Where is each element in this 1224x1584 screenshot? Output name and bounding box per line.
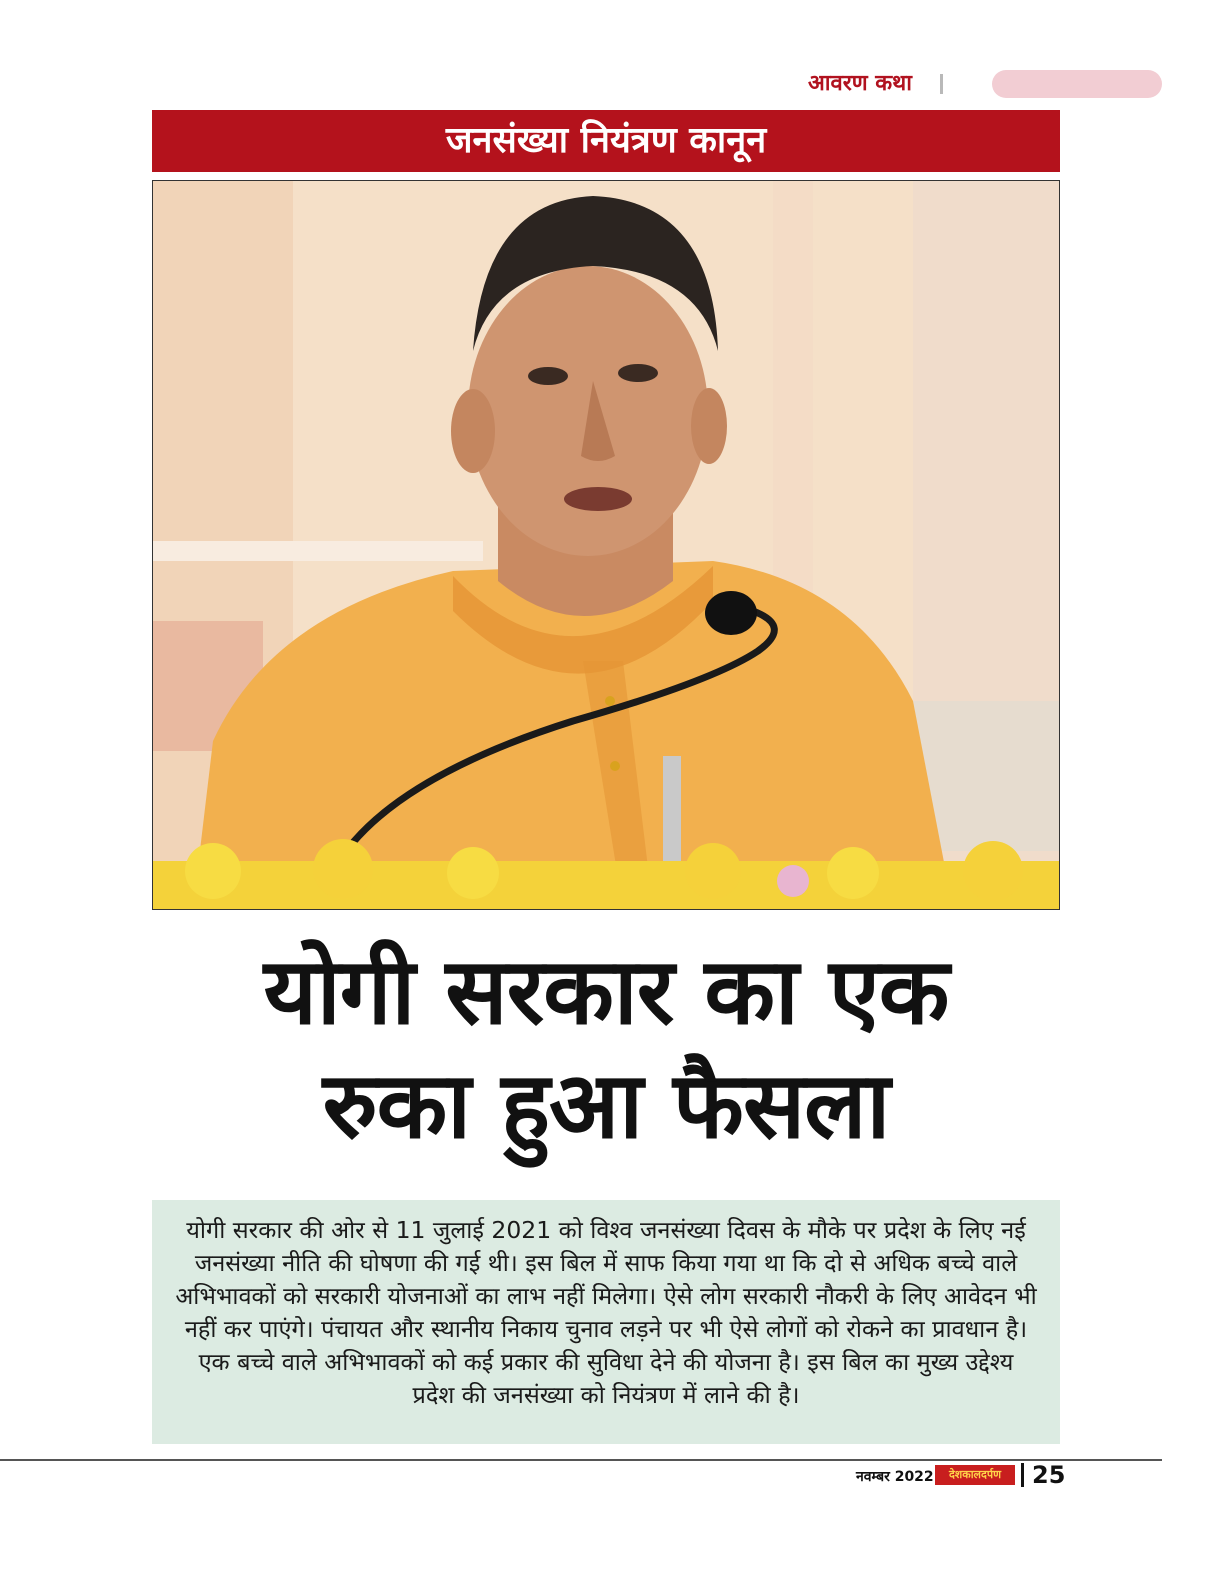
article-headline [152,935,1060,1163]
footer-rule [0,1459,1162,1461]
summary-box: योगी सरकार की ओर से 11 जुलाई 2021 को विश्व जनसंख्या दिवस के मौके पर प्रदेश के लिए नई जनसंख्या नीति की घोषणा की गई थी। इस बिल में साफ किया गया था कि दो से अधिक बच्चे वाले अभिभावकों को सरकारी योजनाओं का लाभ नहीं मिलेगा। ऐसे लोग सरकारी नौकरी के लिए आवेदन भी नहीं कर पाएंगे। पंचायत और स्थानीय निकाय चुनाव लड़ने पर भी ऐसे लोगों को रोकने का प्रावधान है। एक बच्चे वाले अभिभावकों को कई प्रकार की सुविधा देने की योजना है। इस बिल का मुख्य उद्देश्य प्रदेश की जनसंख्या को नियंत्रण में लाने की है। [152,1200,1060,1444]
footer-brand-logo: देशकालदर्पण [935,1465,1015,1485]
headline-line-2: रुका हुआ फैसला [322,1052,890,1159]
footer-date: नवम्बर 2022 [856,1469,934,1485]
article-photo [152,180,1060,910]
headline-line-1: योगी सरकार का एक [263,938,949,1045]
footer-divider [1021,1463,1024,1487]
section-separator [940,74,943,94]
section-label: आवरण कथा [808,71,912,96]
page-number: 25 [1032,1461,1066,1489]
section-pill-decoration [992,70,1162,98]
topic-banner: जनसंख्या नियंत्रण कानून [152,110,1060,172]
